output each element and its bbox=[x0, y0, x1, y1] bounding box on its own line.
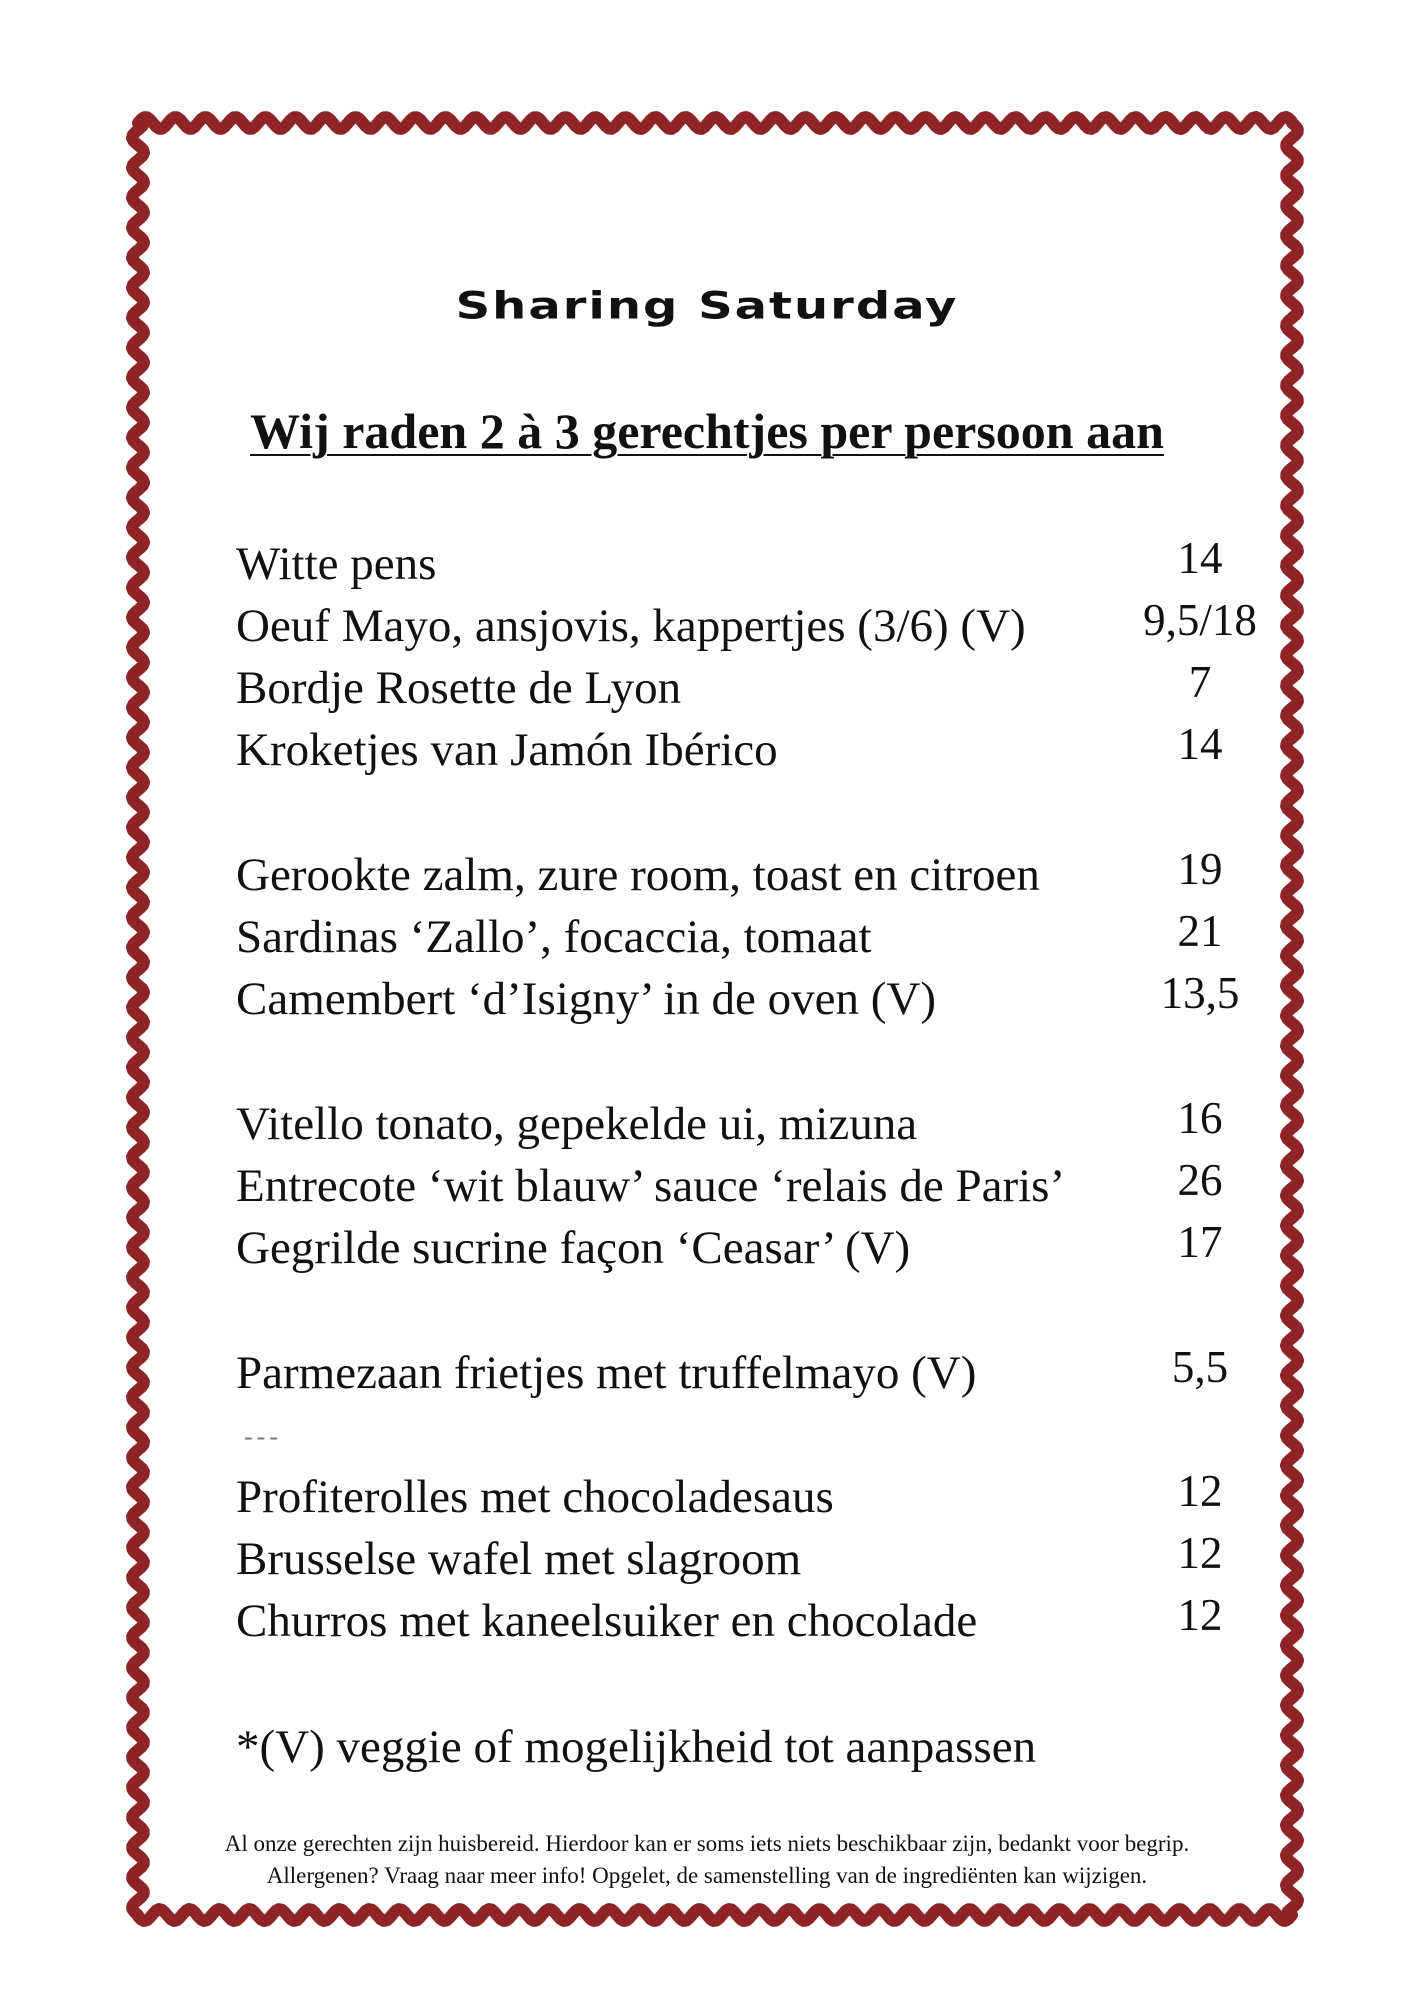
menu-item-name: Parmezaan frietjes met truffelmayo (V) bbox=[236, 1347, 977, 1399]
menu-item-name: Gerookte zalm, zure room, toast en citroen bbox=[236, 849, 1040, 901]
menu-item-name: Kroketjes van Jamón Ibérico bbox=[236, 724, 778, 776]
veggie-footnote: *(V) veggie of mogelijkheid tot aanpassen bbox=[236, 1721, 1037, 1773]
menu-item-name: Churros met kaneelsuiker en chocolade bbox=[236, 1595, 978, 1647]
disclaimer-line-1: Al onze gerechten zijn huisbereid. Hierdoor kan er soms iets niets beschikbaar zijn, bedankt voor begrip. bbox=[224, 1831, 1190, 1856]
disclaimer-line-2: Allergenen? Vraag naar meer info! Opgelet, de samenstelling van de ingrediënten kan wijzigen. bbox=[266, 1863, 1148, 1888]
menu-item-sardinas bbox=[0, 906, 1414, 968]
menu-item-wafel bbox=[0, 1528, 1414, 1590]
menu-item-name: Entrecote ‘wit blauw’ sauce ‘relais de Paris’ bbox=[236, 1160, 1066, 1212]
menu-item-camembert bbox=[0, 968, 1414, 1030]
menu-item-frietjes bbox=[0, 1342, 1414, 1404]
menu-item-price: 5,5 bbox=[1171, 1342, 1229, 1392]
menu-item-oeuf-mayo bbox=[0, 595, 1414, 657]
menu-item-name: Brusselse wafel met slagroom bbox=[236, 1533, 802, 1585]
menu-item-name: Sardinas ‘Zallo’, focaccia, tomaat bbox=[236, 911, 872, 963]
menu-item-name: Gegrilde sucrine façon ‘Ceasar’ (V) bbox=[236, 1222, 911, 1274]
menu-item-price: 21 bbox=[1177, 906, 1223, 956]
section-separator: --- bbox=[244, 1422, 282, 1451]
menu-title: Sharing Saturday bbox=[455, 284, 959, 328]
menu-item-witte-pens bbox=[0, 533, 1414, 595]
menu-item-price: 12 bbox=[1177, 1590, 1223, 1640]
menu-item-price: 14 bbox=[1177, 533, 1223, 583]
menu-item-price: 17 bbox=[1177, 1217, 1223, 1267]
menu-item-price: 12 bbox=[1177, 1528, 1223, 1578]
menu-item-price: 26 bbox=[1177, 1155, 1223, 1205]
disclaimer bbox=[0, 1828, 1414, 1892]
menu-item-sucrine bbox=[0, 1217, 1414, 1279]
menu-item-rosette bbox=[0, 657, 1414, 719]
menu-item-price: 9,5/18 bbox=[1143, 595, 1257, 645]
menu-item-name: Vitello tonato, gepekelde ui, mizuna bbox=[236, 1098, 918, 1150]
menu-item-name: Profiterolles met chocoladesaus bbox=[236, 1471, 834, 1523]
menu-item-kroketjes bbox=[0, 719, 1414, 781]
menu-item-name: Witte pens bbox=[236, 538, 437, 590]
menu-item-churros bbox=[0, 1590, 1414, 1652]
menu-item-name: Oeuf Mayo, ansjovis, kappertjes (3/6) (V) bbox=[236, 600, 1026, 652]
menu-item-price: 7 bbox=[1188, 657, 1212, 707]
menu-item-vitello bbox=[0, 1093, 1414, 1155]
menu-item-zalm bbox=[0, 844, 1414, 906]
menu-item-price: 19 bbox=[1177, 844, 1223, 894]
menu-item-price: 12 bbox=[1177, 1466, 1223, 1516]
menu-item-name: Camembert ‘d’Isigny’ in de oven (V) bbox=[236, 973, 936, 1025]
menu-item-name: Bordje Rosette de Lyon bbox=[236, 662, 682, 714]
menu-item-entrecote bbox=[0, 1155, 1414, 1217]
menu-item-profiterolles bbox=[0, 1466, 1414, 1528]
menu-item-price: 14 bbox=[1177, 719, 1223, 769]
menu-subtitle: Wij raden 2 à 3 gerechtjes per persoon aan bbox=[250, 403, 1164, 459]
menu-item-price: 13,5 bbox=[1160, 968, 1240, 1018]
menu-item-price: 16 bbox=[1177, 1093, 1223, 1143]
